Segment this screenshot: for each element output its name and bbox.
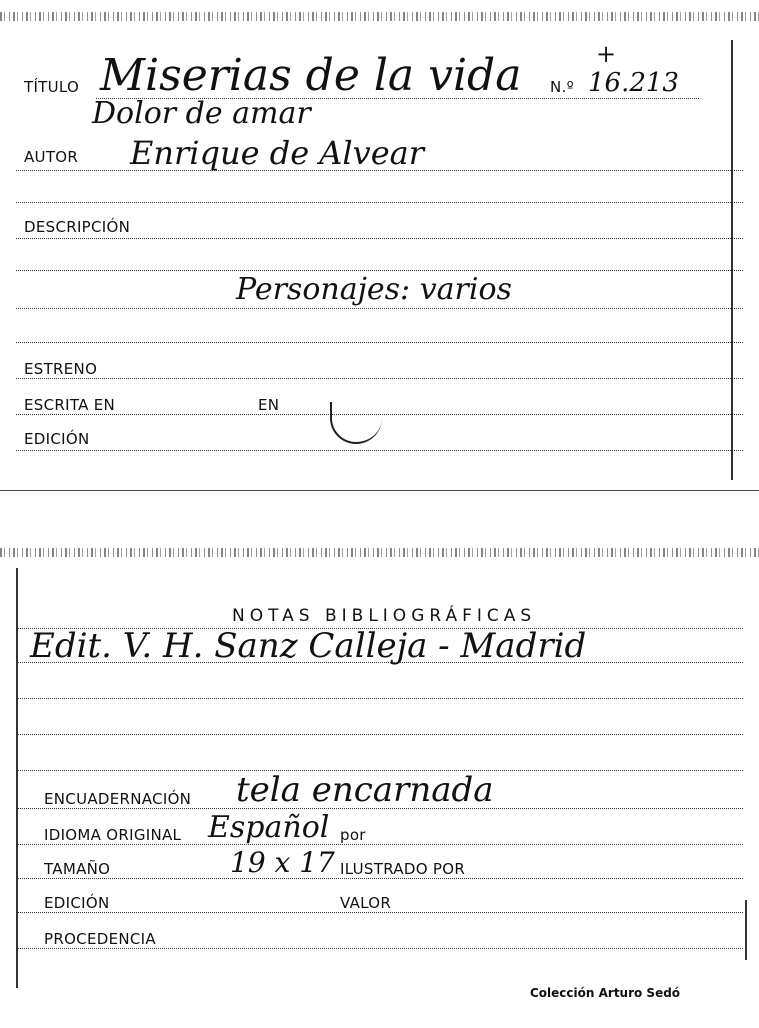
notas-value: Edit. V. H. Sanz Calleja - Madrid <box>30 626 587 666</box>
encuadernacion-value: tela encarnada <box>236 770 494 810</box>
rule-line <box>16 378 743 379</box>
rule-line <box>16 238 743 239</box>
rule-line <box>16 698 743 699</box>
rule-line <box>16 878 743 879</box>
rule-line <box>16 414 743 415</box>
rule-line <box>16 912 743 913</box>
catalog-card-top <box>0 0 759 495</box>
en-label: EN <box>258 396 280 414</box>
rule-line <box>16 270 743 271</box>
tamano-value: 19 x 17 <box>230 846 335 879</box>
ink-mark <box>330 402 382 444</box>
rule-line <box>16 948 743 949</box>
catalog-card-bottom <box>0 540 759 1028</box>
card-edge-speckle <box>0 548 759 557</box>
estreno-label: ESTRENO <box>24 360 98 378</box>
idioma-label: IDIOMA ORIGINAL <box>44 826 182 844</box>
rule-line <box>16 308 743 309</box>
tamano-label: TAMAÑO <box>44 860 111 878</box>
numero-label: N.º <box>550 78 574 96</box>
titulo-value: Miserias de la vida <box>100 50 522 101</box>
rule-line <box>16 662 743 663</box>
card-edge-speckle <box>0 12 759 21</box>
ilustrado-label: ILUSTRADO POR <box>340 860 466 878</box>
notas-heading: NOTAS BIBLIOGRÁFICAS <box>232 606 537 626</box>
rule-line <box>16 808 743 809</box>
rule-line <box>16 844 743 845</box>
numero-mark: + <box>596 40 617 68</box>
card-right-border <box>745 900 747 960</box>
numero-value: 16.213 <box>588 68 679 98</box>
autor-value: Enrique de Alvear <box>130 134 425 172</box>
por-label: por <box>340 826 366 844</box>
rule-line <box>16 202 743 203</box>
edicion-label: EDICIÓN <box>24 430 90 448</box>
encuadernacion-label: ENCUADERNACIÓN <box>44 790 192 808</box>
titulo-label: TÍTULO <box>24 78 80 96</box>
card-left-border <box>16 568 18 988</box>
idioma-value: Español <box>208 810 330 845</box>
procedencia-label: PROCEDENCIA <box>44 930 156 948</box>
autor-label: AUTOR <box>24 148 79 166</box>
rule-line <box>16 734 743 735</box>
titulo-value-line2: Dolor de amar <box>92 96 311 131</box>
descripcion-label: DESCRIPCIÓN <box>24 218 131 236</box>
escrita-label: ESCRITA EN <box>24 396 116 414</box>
rule-line <box>16 342 743 343</box>
card-bottom-edge <box>0 490 759 491</box>
edicion-label-2: EDICIÓN <box>44 894 110 912</box>
descripcion-value: Personajes: varios <box>236 272 512 307</box>
collection-footer: Colección Arturo Sedó <box>530 986 681 1000</box>
rule-line <box>16 170 743 171</box>
valor-label: VALOR <box>340 894 392 912</box>
rule-line <box>16 450 743 451</box>
